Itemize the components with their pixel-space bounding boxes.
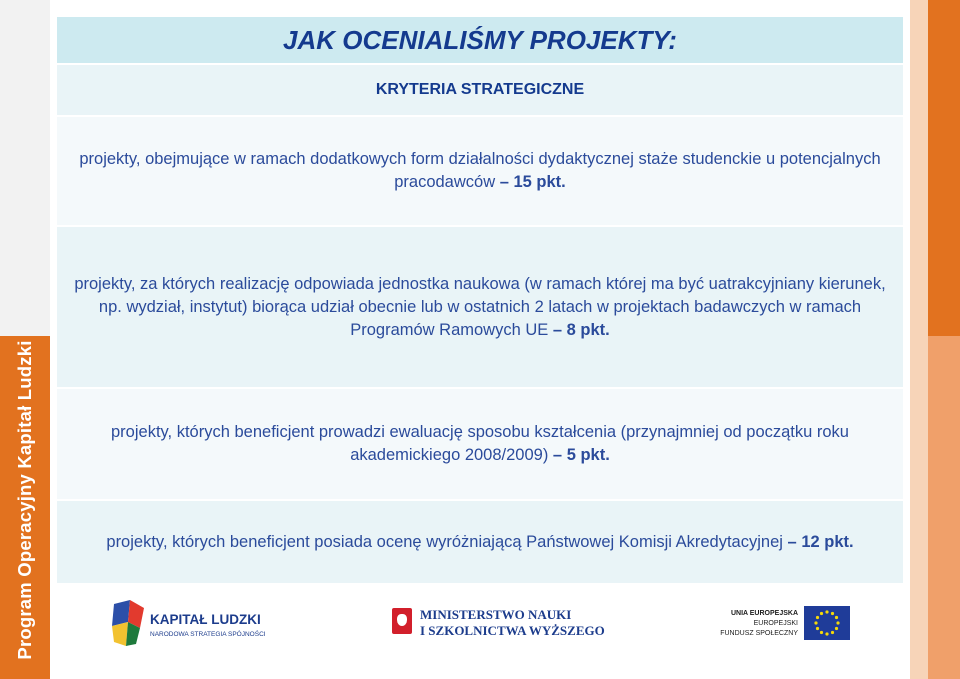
criterion-description: projekty, obejmujące w ramach dodatkowych form działalności dydaktycznej staże studenckie u potencjalnych pracodawców (79, 150, 881, 191)
logo-bar (0, 592, 910, 672)
kapital-ludzki-symbol-icon (110, 600, 146, 648)
ministerstwo-logo (392, 606, 612, 646)
ministerstwo-line2: I SZKOLNICTWA WYŻSZEGO (420, 623, 605, 638)
criterion-points: 5 pkt. (566, 446, 610, 464)
criterion-text (67, 148, 893, 194)
criterion-row (57, 387, 903, 499)
criterion-dash: – (787, 532, 797, 551)
ministerstwo-line1: MINISTERSTWO NAUKI (420, 607, 572, 622)
criterion-text (106, 531, 853, 554)
criterion-text (67, 421, 893, 467)
section-header: KRYTERIA STRATEGICZNE (375, 81, 585, 98)
ue-efs-logo (710, 606, 850, 646)
criterion-dash: – (552, 320, 563, 339)
criterion-text (67, 273, 893, 342)
criterion-points: 15 pkt. (513, 173, 566, 191)
criterion-row (57, 499, 903, 583)
ue-line3: FUNDUSZ SPOŁECZNY (720, 630, 798, 637)
criterion-row (57, 225, 903, 387)
criterion-row (57, 115, 903, 225)
criterion-points: 8 pkt. (566, 320, 610, 339)
criterion-description: projekty, za których realizację odpowiada jednostka naukowa (w ramach której ma być uatrakcyjniany kierunek, np. wydział, instytut) biorąca udział obecnie lub w ostatnich 2 latach w projektach badawczych w ramach Programów Ramowych UE (74, 274, 886, 339)
kapital-ludzki-logo (110, 600, 270, 652)
criterion-description: projekty, których beneficjent posiada ocenę wyróżniającą Państwowej Komisji Akredytacyjnej (106, 532, 783, 551)
kapital-ludzki-subtitle: NARODOWA STRATEGIA SPÓJNOŚCI (150, 631, 266, 638)
program-name-vertical: Program Operacyjny Kapitał Ludzki (14, 340, 35, 660)
ue-line1: UNIA EUROPEJSKA (730, 610, 798, 617)
left-band (0, 0, 50, 679)
criterion-description: projekty, których beneficjent prowadzi ewaluację sposobu kształcenia (przynajmniej od początku roku akademickiego 2008/2009) (111, 423, 849, 464)
criterion-dash: – (552, 446, 563, 464)
right-band-light (910, 0, 928, 679)
eagle-emblem-icon (392, 608, 412, 634)
section-header-row (57, 63, 903, 115)
page-title: JAK OCENIALIŚMY PROJEKTY: (283, 24, 677, 55)
right-band-orange-light (928, 336, 960, 679)
kapital-ludzki-name: KAPITAŁ LUDZKI (150, 612, 261, 627)
criteria-table (57, 17, 903, 583)
criterion-points: 12 pkt. (801, 532, 854, 551)
ue-line2: EUROPEJSKI (753, 620, 798, 627)
title-row (57, 17, 903, 63)
criterion-dash: – (499, 173, 509, 191)
eu-flag-icon (804, 606, 850, 640)
